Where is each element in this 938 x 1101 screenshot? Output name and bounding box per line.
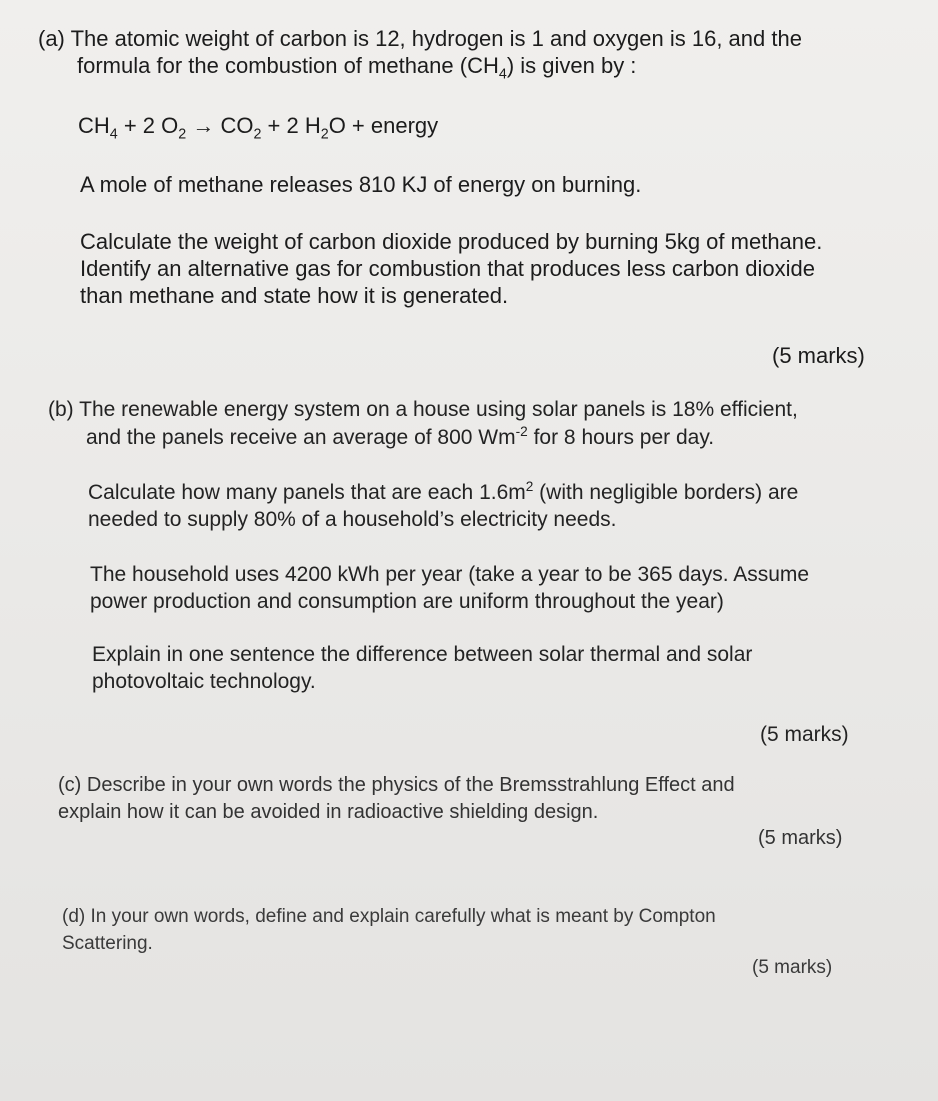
question-b-line-2: and the panels receive an average of 800 $Wm^{-2}$ for 8 hours per day. [86,424,715,449]
question-a-calc-line-2: Identify an alternative gas for combustion that produces less carbon dioxide [80,256,815,281]
question-b-marks: (5 marks) [760,723,849,746]
question-b-calc-line-1: Calculate how many panels that are each $1.6m^2$ (with negligible borders) are [88,479,799,504]
question-a-label: (a) [38,26,65,51]
energy-release-line: A mole of methane releases 810 KJ of energy on burning. [80,172,642,197]
question-a-marks: (5 marks) [772,343,865,368]
question-b-explain-line-1: Explain in one sentence the difference between solar thermal and solar [92,643,753,666]
question-c-line-1: (c) Describe in your own words the physics of the Bremsstrahlung Effect and [58,774,735,796]
question-b-usage-line-2: power production and consumption are uniform throughout the year) [90,590,724,613]
question-d-line-2: Scattering. [62,933,153,954]
question-b-explain-line-2: photovoltaic technology. [92,670,316,693]
question-b-line-1: (b) The renewable energy system on a house using solar panels is 18% efficient, [48,398,798,421]
question-a-line-2: formula for the combustion of methane $(CH_4)$ is given by : [77,53,637,83]
question-c-line-2: explain how it can be avoided in radioactive shielding design. [58,801,599,823]
question-a-text-1: The atomic weight of carbon is 12, hydrogen is 1 and oxygen is 16, and the [70,26,802,51]
question-c-marks: (5 marks) [758,827,843,849]
question-a-calc-line-3: than methane and state how it is generated. [80,283,509,308]
question-a-calc-line-1: Calculate the weight of carbon dioxide produced by burning 5kg of methane. [80,229,823,254]
question-d-line-1: (d) In your own words, define and explain carefully what is meant by Compton [62,906,716,927]
methane-equation: $CH_4 + 2$ $O_2 \to CO_2 + 2$ $H_2O$ + energy [78,113,439,143]
question-a-line-1 [38,28,802,50]
question-d-marks: (5 marks) [752,957,833,978]
question-b-usage-line-1: The household uses 4200 kWh per year (take a year to be 365 days. Assume [90,563,810,586]
question-b-calc-line-2: needed to supply 80% of a household’s electricity needs. [88,508,617,531]
